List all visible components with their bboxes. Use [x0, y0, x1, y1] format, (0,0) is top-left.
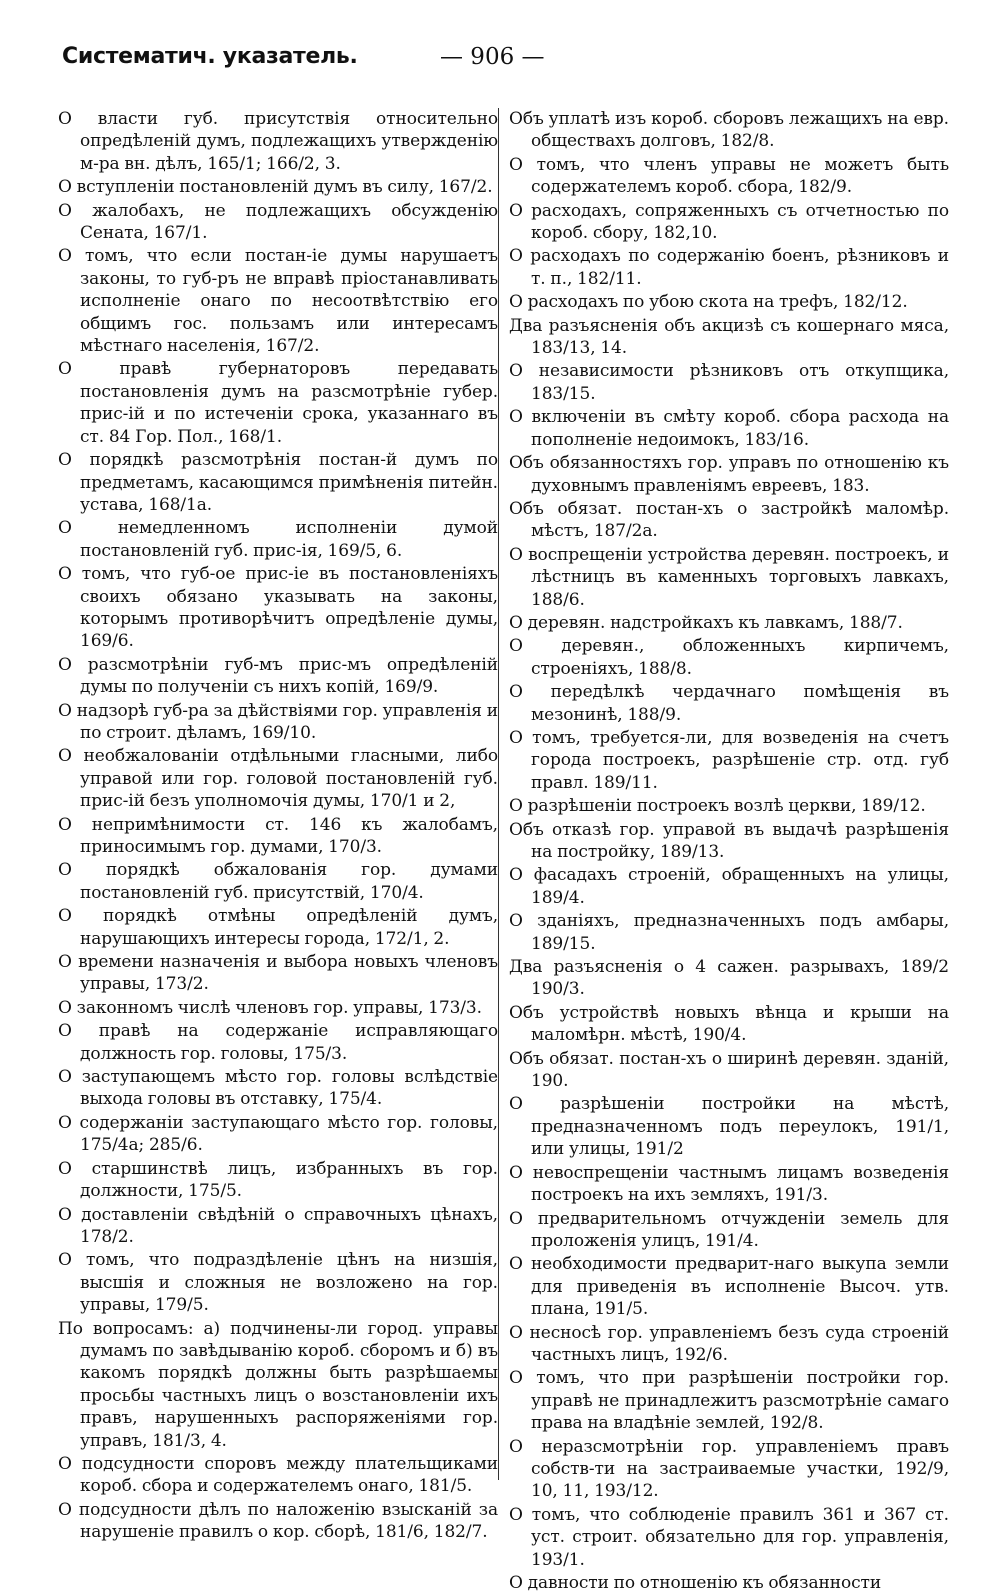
index-entry: О законномъ числѣ членовъ гор. управы, 173/3. — [58, 997, 482, 1018]
index-entry: О разсмотрѣніи губ-мъ прис-мъ опредѣленій думы по полученіи съ нихъ копій, 169/9. — [58, 654, 498, 698]
page-header — [62, 44, 944, 84]
index-entry: О включеніи въ смѣту короб. сбора расхода на пополненіе недоимокъ, 183/16. — [509, 407, 949, 450]
index-entry: О томъ, что при разрѣшеніи постройки гор. управѣ не принадлежитъ разсмотрѣніе самаго права на владѣніе землей, 192/8. — [509, 1368, 949, 1434]
index-entry: Объ обязат. постан-хъ о застройкѣ маломѣр. мѣстъ, 187/2а. — [509, 498, 949, 542]
index-entry: Два разъясненія объ акцизѣ съ кошернаго мяса, 183/13, 14. — [509, 315, 949, 359]
right-column — [509, 108, 949, 1593]
index-entry: О томъ, что соблюденіе правилъ 361 и 367 ст. уст. строит. обязательно для гор. управленія, 193/1. — [509, 1504, 949, 1570]
index-entry: О надзорѣ губ-ра за дѣйствіями гор. управленія и по строит. дѣламъ, 169/10. — [58, 700, 498, 743]
left-column — [58, 108, 498, 1548]
index-entry: О расходахъ по содержанію боенъ, рѣзниковъ и т. п., 182/11. — [509, 246, 949, 289]
index-entry: О томъ, что подраздѣленіе цѣнъ на низшія, высшія и сложныя не возложено на гор. управы, 179/5. — [58, 1250, 498, 1316]
index-entry: О времени назначенія и выбора новыхъ членовъ управы, 173/2. — [58, 952, 498, 995]
index-entry: О фасадахъ строеній, обращенныхъ на улицы, 189/4. — [509, 865, 949, 908]
index-entry: О передѣлкѣ чердачнаго помѣщенія въ мезонинѣ, 188/9. — [509, 682, 949, 725]
index-entry: О несносѣ гор. управленіемъ безъ суда строеній частныхъ лицъ, 192/6. — [509, 1322, 949, 1365]
index-entry: По вопросамъ: а) подчинены-ли город. управы думамъ по завѣдыванію короб. сборомъ и б) въ какомъ порядкѣ должны быть разрѣшаемы просьбы частныхъ лицъ о возстановленіи ихъ правъ, нарушенныхъ распоряженіями гор. управъ, 181/3, 4. — [58, 1318, 498, 1451]
index-entry: О разрѣшеніи постройки на мѣстѣ, предназначенномъ подъ переулокъ, 191/1, или улицы, 191/2 — [509, 1094, 949, 1160]
index-entry: О необжалованіи отдѣльными гласными, либо управой или гор. головой постановленій губ. прис-ій безъ уполномочія думы, 170/1 и 2, — [58, 746, 498, 812]
index-entry: Объ обязанностяхъ гор. управъ по отношенію къ духовнымъ правленіямъ евреевъ, 183. — [509, 453, 949, 496]
index-entry: Объ уплатѣ изъ короб. сборовъ лежащихъ на евр. обществахъ долговъ, 182/8. — [509, 109, 949, 152]
index-entry: О воспрещеніи устройства деревян. построекъ, и лѣстницъ въ каменныхъ торговыхъ лавкахъ, 188/6. — [509, 544, 949, 610]
index-entry: О необходимости предварит-наго выкупа земли для приведенія въ исполненіе Высоч. утв. плана, 191/5. — [509, 1254, 949, 1320]
index-entry: О порядкѣ отмѣны опредѣленій думъ, нарушающихъ интересы города, 172/1, 2. — [58, 906, 498, 949]
index-entry: О правѣ на содержаніе исправляющаго должность гор. головы, 175/3. — [58, 1021, 498, 1064]
index-entry: О деревян., обложенныхъ кирпичемъ, строеніяхъ, 188/8. — [509, 636, 949, 679]
index-entry: О деревян. надстройкахъ къ лавкамъ, 188/7. — [509, 612, 903, 633]
index-entry: О старшинствѣ лицъ, избранныхъ въ гор. должности, 175/5. — [58, 1158, 498, 1202]
index-entry: О порядкѣ разсмотрѣнія постан-й думъ по предметамъ, касающимся примѣненія питейн. устава, 168/1а. — [58, 450, 498, 515]
index-entry: О подсудности споровъ между плательщиками короб. сбора и содержателемъ онаго, 181/5. — [58, 1453, 498, 1497]
index-entry: О томъ, что если постан-іе думы нарушаетъ законы, то губ-ръ не вправѣ пріостанавливать исполненіе онаго по несоотвѣтствію его общимъ гос. пользамъ или интересамъ мѣстнаго населенія, 167/2. — [58, 246, 498, 357]
running-title: Систематич. указатель. — [62, 44, 358, 69]
index-entry: О вступленіи постановленій думъ въ силу, 167/2. — [58, 177, 493, 198]
index-entry: О подсудности дѣлъ по наложенію взысканій за нарушеніе правилъ о кор. сборѣ, 181/6, 182/7. — [58, 1499, 498, 1543]
index-entry: О неразсмотрѣніи гор. управленіемъ правъ собств-ти на застраиваемые участки, 192/9, 10, 11, 193/12. — [509, 1436, 949, 1502]
index-entry: О томъ, что губ-ое прис-іе въ постановленіяхъ своихъ обязано указывать на законы, которымъ противорѣчитъ опредѣленіе думы, 169/6. — [58, 564, 498, 652]
index-entry: Объ обязат. постан-хъ о ширинѣ деревян. зданій, 190. — [509, 1048, 949, 1092]
index-entry: О жалобахъ, не подлежащихъ обсужденію Сената, 167/1. — [58, 200, 498, 244]
index-entry: О порядкѣ обжалованія гор. думами постановленій губ. присутствій, 170/4. — [58, 860, 498, 903]
index-entry: Два разъясненія о 4 сажен. разрывахъ, 189/2 190/3. — [509, 957, 949, 1000]
index-entry: О независимости рѣзниковъ отъ откупщика, 183/15. — [509, 361, 949, 404]
column-divider — [498, 108, 499, 1480]
index-entry: О доставленіи свѣдѣній о справочныхъ цѣнахъ, 178/2. — [58, 1204, 498, 1247]
index-entry: О немедленномъ исполненіи думой постановленій губ. прис-ія, 169/5, 6. — [58, 518, 498, 561]
index-entry: О содержаніи заступающаго мѣсто гор. головы, 175/4а; 285/6. — [58, 1112, 498, 1156]
index-entry: О давности по отношенію къ обязанности — [509, 1573, 882, 1593]
index-entry: О расходахъ, сопряженныхъ съ отчетностью по короб. сбору, 182,10. — [509, 200, 949, 244]
index-entry: О предварительномъ отчужденіи земель для проложенія улицъ, 191/4. — [509, 1208, 949, 1251]
index-entry: О непримѣнимости ст. 146 къ жалобамъ, приносимымъ гор. думами, 170/3. — [58, 814, 498, 857]
index-entry: О зданіяхъ, предназначенныхъ подъ амбары, 189/15. — [509, 911, 949, 954]
index-entry: Объ устройствѣ новыхъ вѣнца и крыши на маломѣрн. мѣстѣ, 190/4. — [509, 1002, 949, 1046]
index-entry: О разрѣшеніи построекъ возлѣ церкви, 189/12. — [509, 796, 926, 817]
index-entry: О невоспрещеніи частнымъ лицамъ возведенія построекъ на ихъ земляхъ, 191/3. — [509, 1162, 949, 1206]
index-entry: О заступающемъ мѣсто гор. головы вслѣдствіе выхода головы въ отставку, 175/4. — [58, 1067, 498, 1110]
page-number: — 906 — — [440, 44, 545, 70]
index-entry: О расходахъ по убою скота на трефъ, 182/12. — [509, 292, 908, 313]
index-entry: О власти губ. присутствія относительно опредѣленій думъ, подлежащихъ утвержденію м-ра вн. дѣлъ, 165/1; 166/2, 3. — [58, 109, 498, 174]
index-entry: О томъ, что членъ управы не можетъ быть содержателемъ короб. сбора, 182/9. — [509, 154, 949, 198]
index-entry: О томъ, требуется-ли, для возведенія на счетъ города построекъ, разрѣшеніе стр. отд. губ правл. 189/11. — [509, 727, 949, 793]
index-entry: О правѣ губернаторовъ передавать постановленія думъ на разсмотрѣніе губер. прис-ій и по истеченіи срока, указаннаго въ ст. 84 Гор. Пол., 168/1. — [58, 359, 498, 447]
index-entry: Объ отказѣ гор. управой въ выдачѣ разрѣшенія на постройку, 189/13. — [509, 819, 949, 862]
